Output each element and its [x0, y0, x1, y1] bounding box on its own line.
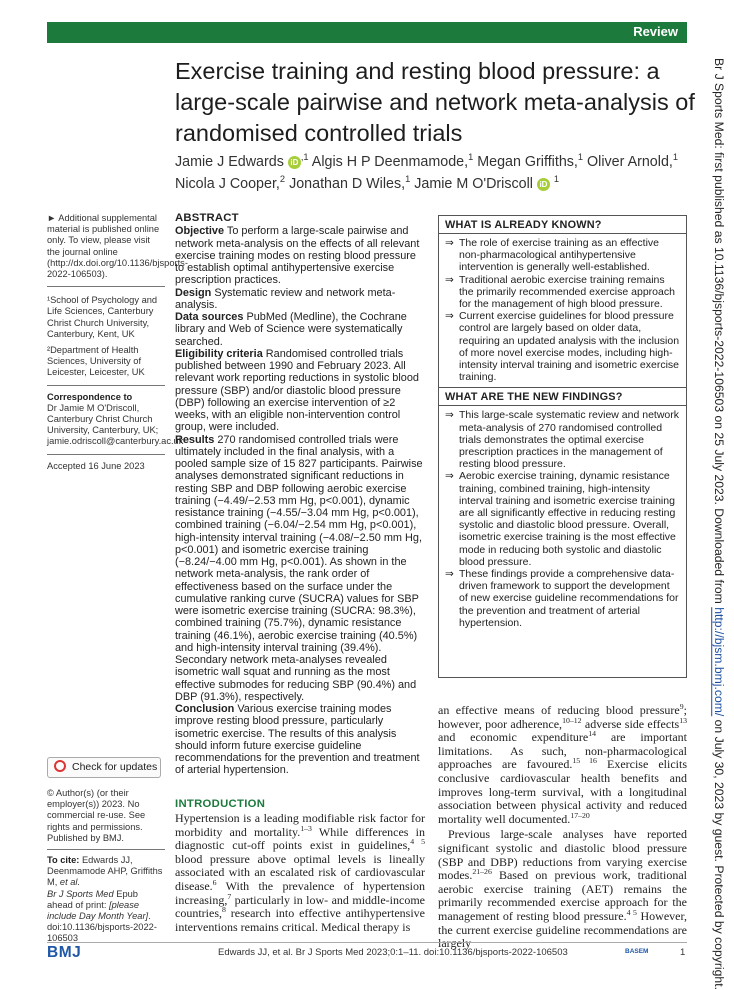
- article-info-column: [47, 213, 188, 477]
- download-notice: [710, 58, 728, 990]
- body-column-right: [438, 704, 687, 951]
- paragraph: [438, 704, 687, 826]
- reference-ref[interactable]: 1–3: [300, 823, 312, 833]
- author-name: Jamie M O'Driscoll: [414, 176, 533, 192]
- affiliation-ref: 1: [553, 174, 560, 185]
- author-name: Jamie J Edwards: [175, 154, 284, 170]
- new-findings-heading: WHAT ARE THE NEW FINDINGS?: [439, 387, 686, 406]
- article-title: Exercise training and resting blood pressure: a large-scale pairwise and network meta-analysis of randomised controlled trials: [175, 58, 695, 146]
- affiliation-ref: 1: [577, 152, 584, 163]
- list-item: [445, 568, 681, 629]
- body-text: However, the current exercise guideline recommendations are largely: [438, 908, 687, 951]
- cite-placeholder: [please include Day Month Year]: [47, 899, 149, 922]
- body-text: ; however, poor adherence,: [438, 703, 687, 731]
- check-for-updates-button[interactable]: [47, 757, 161, 778]
- author-name: Algis H P Deenmamode,: [311, 154, 469, 170]
- affiliation: ²Department of Health Sciences, University of Leicester, Leicester, UK: [47, 345, 145, 378]
- list-item: [445, 470, 681, 568]
- arrow-icon: ⇒: [445, 310, 454, 323]
- eligibility-label: Eligibility criteria: [175, 347, 263, 360]
- design-text: Systematic review and network meta-analysis.: [175, 286, 396, 311]
- section-bar: [47, 22, 687, 43]
- abstract-sources: [175, 311, 425, 348]
- conclusion-label: Conclusion: [175, 703, 235, 715]
- body-text: With the prevalence of hypertension increasing,: [175, 878, 425, 907]
- abstract: [175, 212, 425, 777]
- results-label: Results: [175, 433, 215, 446]
- download-notice-text-before: Br J Sports Med: first published as 10.1136/bjsports-2022-106503 on 25 July 2023. Downloaded from: [712, 58, 726, 608]
- page-number: 1: [680, 947, 686, 958]
- known-list: [439, 234, 686, 387]
- affiliation-ref: 1: [468, 152, 474, 163]
- affiliation: ¹School of Psychology and Life Sciences, Canterbury Christ Church University, Canterbury, Kent, UK: [47, 295, 158, 339]
- abstract-heading: ABSTRACT: [175, 212, 239, 224]
- sources-label: Data sources: [175, 311, 244, 323]
- results-text: 270 randomised controlled trials were ultimately included in the final analysis, with a pooled sample size of 15 827 participants. Pairwise analyses demonstrated significant reductions in resting SBP and DBP following aerobic exercise training (−4.49/−2.53 mm Hg, p<0.001), dynamic resistance training (−4.55/−3.04 mm Hg, p<0.001), combined training (−6.04/−2.54 mm Hg, p<0.001), high-intensity interval training (−4.08/−2.50 mm Hg, p<0.001) and isometric exercise training (−8.24/−4.00 mm Hg, p<0.001). As shown in the network meta-analysis, the rank order of effectiveness based on the surface under the cumulative ranking curve (SUCRA) values for SBP were isometric exercise training (SUCRA: 98.3%), combined training (75.7%), dynamic resistance training (46.1%), aerobic exercise training (40.5%) and high-intensity interval training (39.4%). Secondary network meta-analyses revealed isometric wall squat and running as the most effective submodes for reducing SBP (90.4%) and DBP (91.3%), respectively.: [175, 433, 423, 703]
- reference-ref[interactable]: 15 16: [572, 756, 597, 766]
- reference-ref[interactable]: 7: [227, 891, 232, 901]
- list-item: [445, 409, 681, 470]
- new-findings-list: [439, 406, 686, 633]
- reference-ref[interactable]: 6: [212, 877, 217, 887]
- author-name: Nicola J Cooper,: [175, 176, 280, 192]
- body-text: are important limitations. As such, non-pharmacological approaches are favoured.: [438, 730, 687, 772]
- cite-journal: Br J Sports Med: [47, 888, 114, 899]
- section-label: Review: [633, 24, 678, 39]
- list-item-text: The role of exercise training as an effective non-pharmacological antihypertensive intervention is generally well-established.: [459, 237, 659, 274]
- cite-etal: et al.: [59, 877, 81, 888]
- divider: [47, 286, 165, 287]
- arrow-icon: ⇒: [445, 409, 454, 422]
- paragraph: [438, 828, 687, 950]
- cite-authors: Edwards JJ, Deenmamode AHP, Griffiths M,: [47, 855, 163, 888]
- crossmark-icon: [54, 760, 66, 772]
- cite-epub: Epub ahead of print:: [47, 888, 138, 910]
- author-name: Oliver Arnold,: [587, 154, 673, 170]
- reference-ref[interactable]: 10–12: [562, 715, 582, 725]
- reference-ref[interactable]: 17–20: [570, 810, 590, 820]
- known-heading: WHAT IS ALREADY KNOWN?: [439, 216, 686, 234]
- body-text: particularly in low- and middle-income countries,: [175, 892, 425, 921]
- correspondence-heading: Correspondence to: [47, 391, 133, 402]
- body-text: Based on previous work, traditional aerobic exercise training (AET) remains the primarily recommended exercise approach for the management of resting blood pressure.: [438, 868, 687, 923]
- list-item-text: These findings provide a comprehensive data-driven framework to support the development of new exercise guideline recommendations for the prevention and treatment of arterial hypertension.: [459, 568, 679, 629]
- orcid-icon[interactable]: iD: [288, 156, 301, 169]
- author-list: [175, 151, 695, 195]
- divider: [47, 454, 165, 455]
- abstract-design: [175, 287, 425, 312]
- list-item-text: Aerobic exercise training, dynamic resistance training, combined training, high-intensity interval training and isometric exercise training are all significantly effective in reducing resting systolic and diastolic blood pressure. Overall, isometric exercise training is the most effective mode in reducing both systolic and diastolic blood pressure.: [459, 470, 676, 568]
- design-label: Design: [175, 286, 212, 299]
- copyright-text: © Author(s) (or their employer(s)) 2023. No commercial re-use. See rights and permissions. Published by BMJ.: [47, 788, 146, 843]
- list-item: [445, 274, 681, 311]
- cite-doi: . doi:10.1136/bjsports-2022-106503: [47, 911, 157, 944]
- body-text: Exercise elicits conclusive cardiovascular health benefits and improves long-term survival, with a longitudinal association between physical activity and reduced mortality well documented.: [438, 757, 688, 826]
- body-text: blood pressure above optimal levels is lineally associated with an escalated risk of cardiovascular disease.: [175, 851, 425, 893]
- reference-ref[interactable]: 8: [222, 905, 226, 915]
- arrow-icon: ⇒: [445, 273, 454, 286]
- reference-ref[interactable]: 21–26: [472, 867, 492, 877]
- reference-ref[interactable]: 9: [679, 702, 684, 711]
- reference-ref[interactable]: 14: [588, 729, 597, 739]
- arrow-icon: ⇒: [445, 470, 454, 483]
- list-item: [445, 310, 681, 383]
- basem-logo: BASEM: [625, 948, 649, 955]
- list-item-text: Current exercise guidelines for blood pressure control are largely based on older data, requiring an updated analysis with the inclusion of more novel exercise modes, including high-intensity interval training and isometric exercise training.: [459, 310, 680, 384]
- reference-ref[interactable]: 4 5: [626, 907, 637, 917]
- arrow-icon: ⇒: [445, 568, 454, 581]
- abstract-objective: [175, 225, 425, 286]
- body-text: Hypertension is a leading modifiable risk factor for morbidity and mortality.: [175, 811, 425, 839]
- body-text: an effective means of reducing blood pressure: [438, 703, 680, 717]
- cite-label: To cite:: [47, 855, 80, 866]
- divider: [47, 849, 165, 850]
- affiliation-ref: 1: [405, 174, 411, 185]
- bmj-logo: BMJ: [47, 944, 82, 961]
- body-text: research into effective antihypertensive interventions remains critical. Medical therapy is: [175, 906, 425, 934]
- abstract-conclusion: [175, 703, 425, 777]
- check-for-updates-label: Check for updates: [72, 761, 158, 773]
- introduction-heading: INTRODUCTION: [175, 798, 266, 810]
- journal-link[interactable]: http://bjsm.bmj.com/: [712, 607, 726, 717]
- footer-citation: Edwards JJ, et al. Br J Sports Med 2023;0:1–11. doi:10.1136/bjsports-2022-106503: [218, 947, 568, 958]
- body-text: While differences in diagnostic cut-off points exist in guidelines,: [175, 824, 425, 853]
- affiliation-ref: 1: [672, 152, 679, 163]
- download-notice-text-after: on July 30, 2023 by guest. Protected by copyright.: [712, 716, 726, 990]
- correspondence-text: Dr Jamie M O'Driscoll, Canterbury Christ Church University, Canterbury, UK; jamie.odriscoll@canterbury.ac.uk: [47, 402, 184, 447]
- list-item-text: This large-scale systematic review and network meta-analysis of 270 randomised controlled trials demonstrates the optimal exercise prescription practices in the management of resting blood pressure.: [459, 409, 679, 471]
- list-item-text: Traditional aerobic exercise training remains the primarily recommended exercise approach for the management of high blood pressure.: [459, 273, 675, 311]
- list-item: [445, 237, 681, 274]
- copyright-block: [47, 788, 165, 950]
- affiliation-ref: 2: [279, 174, 286, 185]
- divider: [47, 385, 165, 386]
- conclusion-text: Various exercise training modes improve resting blood pressure, particularly isometric exercise. The results of this analysis should inform future exercise guideline recommendations for the prevention and treatment of arterial hypertension.: [175, 703, 420, 777]
- reference-ref[interactable]: 13: [679, 715, 687, 725]
- author-name: Megan Griffiths,: [477, 154, 578, 170]
- affiliation-ref: ,1: [300, 152, 309, 163]
- cite-text: [47, 855, 165, 945]
- objective-text: To perform a large-scale pairwise and network meta-analysis on the effects of all relevant exercise training modes on resting blood pressure to establish optimal antihypertensive exercise prescription practices.: [175, 225, 420, 287]
- orcid-icon[interactable]: iD: [537, 178, 550, 191]
- footer-divider: [47, 942, 687, 943]
- body-text: and economic expenditure: [438, 730, 589, 745]
- eligibility-text: Randomised controlled trials published between 1990 and February 2023. All relevant work reporting reductions in systolic blood pressure (SBP) and/or diastolic blood pressure (DBP) following an exercise intervention of ≥2 weeks, with an eligible non-intervention control group, were included.: [175, 347, 419, 434]
- reference-ref[interactable]: 4 5: [410, 837, 425, 847]
- arrow-icon: ⇒: [445, 237, 454, 249]
- author-name: Jonathan D Wiles,: [289, 176, 406, 192]
- introduction-text: [175, 812, 425, 934]
- sources-text: PubMed (Medline), the Cochrane library and Web of Science were systematically searched.: [175, 311, 407, 348]
- key-messages-box: [438, 215, 687, 678]
- body-text: Previous large-scale analyses have reported significant systolic and diastolic blood pressure (SBP and DBP) reductions from varying exercise modes.: [438, 827, 687, 883]
- accepted-date: Accepted 16 June 2023: [47, 460, 145, 471]
- body-text: adverse side effects: [581, 716, 680, 731]
- objective-label: Objective: [175, 225, 225, 238]
- abstract-eligibility: [175, 348, 425, 434]
- abstract-results: [175, 434, 425, 704]
- supplemental-note: ► Additional supplemental material is published online only. To view, please visit the journal online (http://dx.doi.org/10.1136/bjsports-2022-106503).: [47, 213, 188, 280]
